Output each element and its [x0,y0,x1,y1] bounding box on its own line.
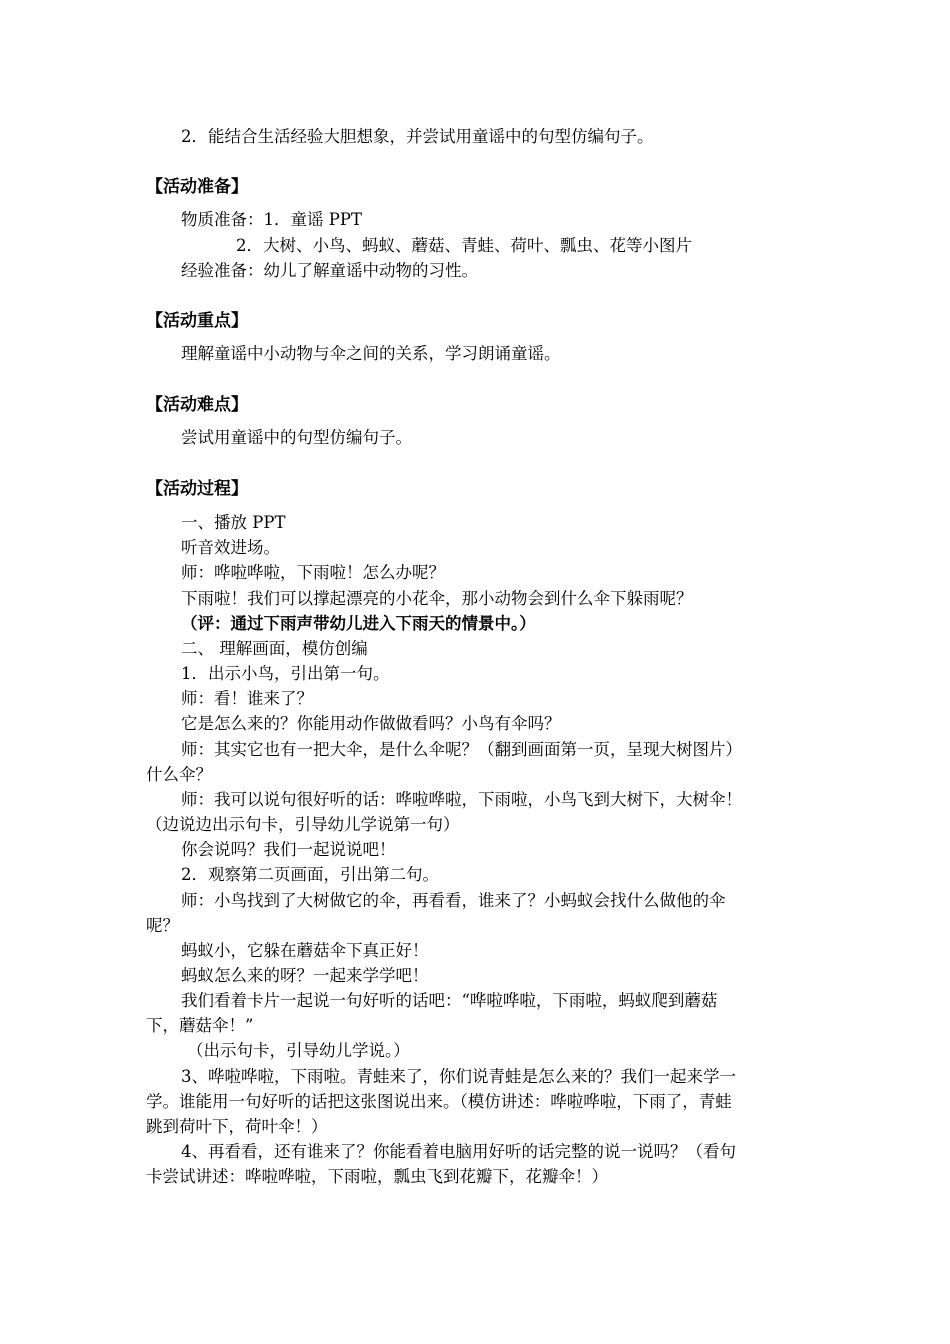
process-line: 3、哗啦哗啦，下雨啦。青蛙来了，你们说青蛙是怎么来的？我们一起来学一 [181,1067,736,1086]
process-line: 什么伞？ [146,765,212,784]
process-line: 我们看着卡片一起说一句好听的话吧：“哗啦哗啦，下雨啦，蚂蚁爬到蘑菇 [181,991,718,1010]
section-heading-process: 【活动过程】 [146,479,248,499]
process-comment: （评：通过下雨声带幼儿进入下雨天的情景中。） [181,614,536,633]
process-line: 呢？ [146,916,179,935]
process-line: 师：看！谁来了？ [181,689,313,708]
process-line: 蚂蚁小，它躲在蘑菇伞下真正好！ [181,941,429,960]
process-line: 学。谁能用一句好听的话把这张图说出来。（模仿讲述：哗啦哗啦，下雨了，青蛙 [146,1092,732,1111]
difficulty-text: 尝试用童谣中的句型仿编句子。 [181,428,412,447]
process-line: （出示句卡，引导幼儿学说。） [187,1041,410,1060]
prep-material-1: 物质准备：1．童谣 PPT [181,210,362,229]
section-heading-focus: 【活动重点】 [146,311,248,331]
focus-text: 理解童谣中小动物与伞之间的关系，学习朗诵童谣。 [181,344,561,363]
section-heading-prep: 【活动准备】 [146,177,248,197]
process-line: 1．出示小鸟，引出第一句。 [181,664,390,683]
process-line: 4、再看看，还有谁来了？你能看着电脑用好听的话完整的说一说吗？（看句 [181,1142,736,1161]
process-line: 师：我可以说句很好听的话：哗啦哗啦，下雨啦，小鸟飞到大树下，大树伞！ [181,790,742,809]
prep-experience: 经验准备：幼儿了解童谣中动物的习性。 [181,261,478,280]
section-heading-difficulty: 【活动难点】 [146,395,248,415]
process-line: 下，蘑菇伞！” [146,1016,254,1035]
process-line: 跳到荷叶下，荷叶伞！） [146,1117,328,1136]
process-line: 师：其实它也有一把大伞，是什么伞呢？（翻到画面第一页，呈现大树图片） [181,740,742,759]
process-line: 师：小鸟找到了大树做它的伞，再看看，谁来了？小蚂蚁会找什么做他的伞 [181,891,726,910]
process-line: 你会说吗？我们一起说说吧！ [181,840,396,859]
process-line: 二、 理解画面，模仿创编 [181,639,368,658]
process-line: 蚂蚁怎么来的呀？一起来学学吧！ [181,966,429,985]
process-line: 2．观察第二页画面，引出第二句。 [181,865,439,884]
goal-2: 2．能结合生活经验大胆想象，并尝试用童谣中的句型仿编句子。 [181,127,654,146]
process-line: 师：哗啦哗啦，下雨啦！怎么办呢？ [181,563,445,582]
process-line: 它是怎么来的？你能用动作做做看吗？小鸟有伞吗？ [181,714,561,733]
process-line: 听音效进场。 [181,538,280,557]
process-line: 下雨啦！我们可以撑起漂亮的小花伞，那小动物会到什么伞下躲雨呢？ [181,589,693,608]
prep-material-2: 2．大树、小鸟、蚂蚁、蘑菇、青蛙、荷叶、瓢虫、花等小图片 [236,236,692,255]
process-line: （边说边出示句卡，引导幼儿学说第一句） [146,815,460,834]
process-line: 一、播放 PPT [181,513,286,532]
process-line: 卡尝试讲述：哗啦哗啦，下雨啦，瓢虫飞到花瓣下，花瓣伞！） [146,1167,608,1186]
